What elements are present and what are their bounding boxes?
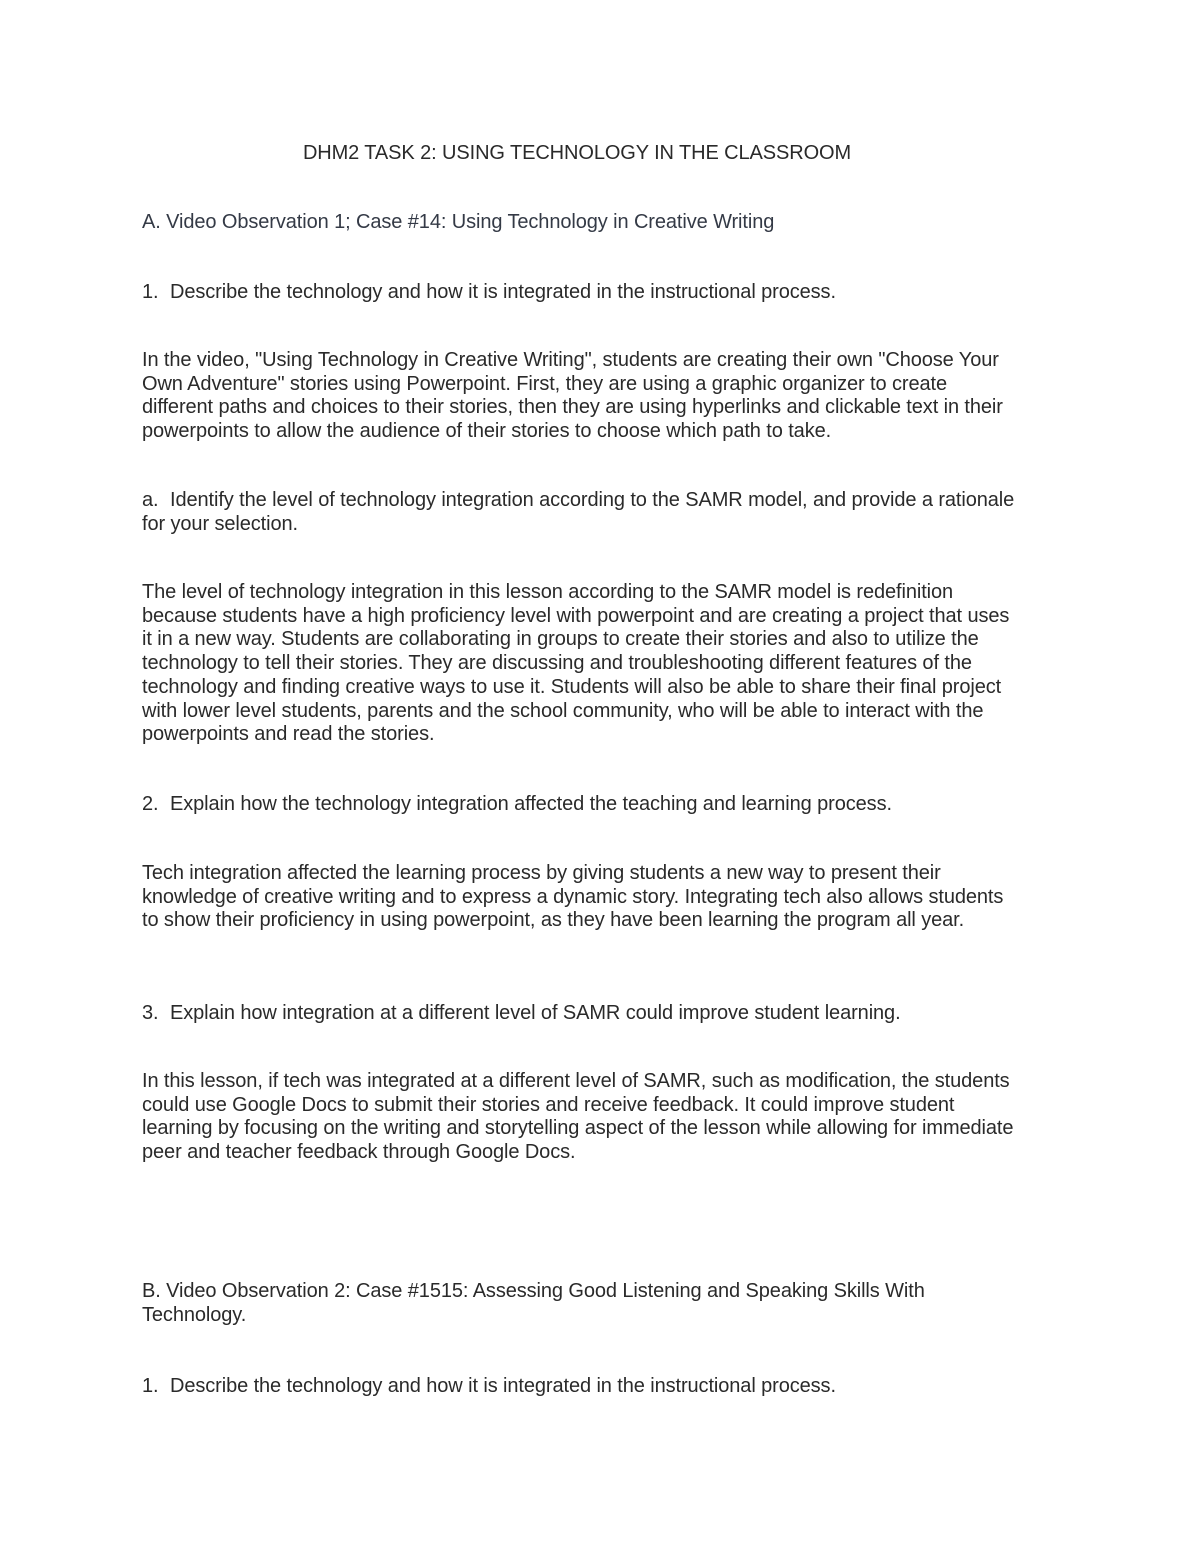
question-text: Explain how integration at a different level of SAMR could improve student learning. [170, 1002, 901, 1024]
question-text: Describe the technology and how it is integrated in the instructional process. [170, 281, 836, 303]
question-number: 1. [142, 1375, 159, 1397]
question-text: Describe the technology and how it is integrated in the instructional process. [170, 1375, 836, 1397]
question-number: 1. [142, 281, 159, 303]
section-a-answer-3: In this lesson, if tech was integrated at a different level of SAMR, such as modification, the students could use Google Docs to submit their stories and receive feedback. It could improve student learning by focusing on the writing and storytelling aspect of the lesson while allowing for immediate peer and teacher feedback through Google Docs. [142, 1070, 1014, 1164]
section-a-answer-1: In the video, "Using Technology in Creative Writing", students are creating their own "Choose Your Own Adventure" stories using Powerpoint. First, they are using a graphic organizer to create different paths and choices to their stories, then they are using hyperlinks and clickable text in their powerpoints to allow the audience of their stories to choose which path to take. [142, 349, 1003, 443]
question-number: 2. [142, 793, 159, 815]
question-text: Identify the level of technology integration according to the SAMR model, and provide a rationale for your selection. [142, 489, 1015, 535]
section-b-question-1 [142, 1375, 1022, 1399]
section-a-answer-2: Tech integration affected the learning process by giving students a new way to present their knowledge of creative writing and to express a dynamic story. Integrating tech also allows students to show their proficiency in using powerpoint, as they have been learning the program all year. [142, 862, 1004, 932]
section-a-answer-a: The level of technology integration in this lesson according to the SAMR model is redefinition because students have a high proficiency level with powerpoint and are creating a project that uses it in a new way. Students are collaborating in groups to create their stories and also to utilize the technology to tell their stories. They are discussing and troubleshooting different features of the technology and finding creative ways to use it. Students will also be able to share their final project with lower level students, parents and the school community, who will be able to interact with the powerpoints and read the stories. [142, 581, 1010, 746]
section-b-heading: B. Video Observation 2: Case #1515: Assessing Good Listening and Speaking Skills With Technology. [142, 1280, 925, 1326]
section-a-heading: A. Video Observation 1; Case #14: Using Technology in Creative Writing [142, 211, 775, 233]
document-title: DHM2 TASK 2: USING TECHNOLOGY IN THE CLASSROOM [302, 142, 852, 164]
section-a-question-a [142, 489, 1022, 536]
question-text: Explain how the technology integration affected the teaching and learning process. [170, 793, 892, 815]
question-number: a. [142, 489, 159, 511]
section-a-question-1 [142, 281, 1022, 305]
section-a-question-3 [142, 1002, 1022, 1026]
question-number: 3. [142, 1002, 159, 1024]
section-a-question-2 [142, 793, 1022, 817]
